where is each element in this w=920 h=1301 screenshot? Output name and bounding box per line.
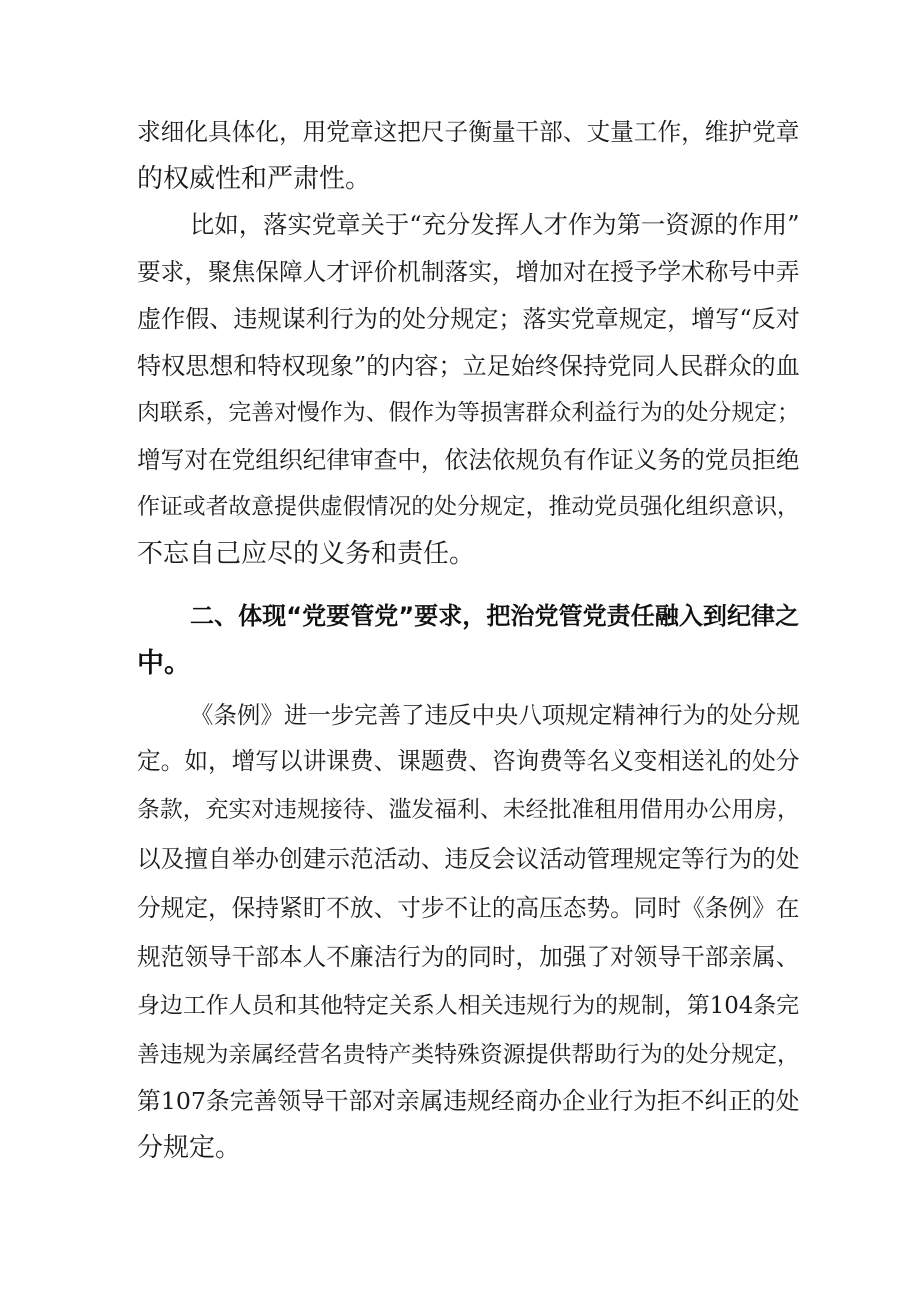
paragraph-3-line-4: 以及擅自举办创建示范活动、违反会议活动管理规定等行为的处 <box>137 845 800 873</box>
paragraph-3-line-9: 第107条完善领导干部对亲属违规经商办企业行为拒不纠正的处 <box>137 1087 800 1115</box>
paragraph-3-line-5: 分规定，保持紧盯不放、寸步不让的高压态势。同时《条例》在 <box>137 894 800 922</box>
paragraph-3-line-10: 分规定。 <box>137 1133 242 1163</box>
paragraph-1-line-1: 求细化具体化，用党章这把尺子衡量干部、丈量工作，维护党章 <box>137 118 800 146</box>
paragraph-2-line-4: 特权思想和特权现象”的内容；立足始终保持党同人民群众的血 <box>137 352 800 380</box>
paragraph-2-line-6: 增写对在党组织纪律审查中，依法依规负有作证义务的党员拒绝 <box>137 446 800 474</box>
paragraph-3-line-6: 规范领导干部本人不廉洁行为的同时，加强了对领导干部亲属、 <box>137 943 800 971</box>
paragraph-3-line-8: 善违规为亲属经营名贵特产类特殊资源提供帮助行为的处分规定， <box>137 1042 800 1068</box>
section-heading-line-1: 二、体现“党要管党”要求，把治党管党责任融入到纪律之 <box>190 602 800 630</box>
paragraph-2-line-8: 不忘自己应尽的义务和责任。 <box>137 539 476 569</box>
paragraph-3-line-2: 定。如，增写以讲课费、课题费、咨询费等名义变相送礼的处分 <box>137 747 800 775</box>
paragraph-3-line-7: 身边工作人员和其他特定关系人相关违规行为的规制，第104条完 <box>137 993 800 1019</box>
paragraph-2-line-2: 要求，聚焦保障人才评价机制落实，增加对在授予学术称号中弄 <box>137 258 800 286</box>
paragraph-3-line-3: 条款，充实对违规接待、滥发福利、未经批准租用借用办公用房， <box>137 797 800 823</box>
paragraph-1-line-2: 的权威性和严肃性。 <box>137 164 372 194</box>
paragraph-3-line-1: 《条例》进一步完善了违反中央八项规定精神行为的处分规 <box>190 701 800 729</box>
paragraph-2-line-3: 虚作假、违规谋利行为的处分规定；落实党章规定，增写“反对 <box>137 305 800 333</box>
section-heading-line-2: 中。 <box>137 648 191 679</box>
paragraph-2-line-7: 作证或者故意提供虚假情况的处分规定，推动党员强化组织意识， <box>137 494 800 520</box>
paragraph-2-line-1: 比如，落实党章关于“充分发挥人才作为第一资源的作用” <box>190 210 800 239</box>
paragraph-2-line-5: 肉联系，完善对慢作为、假作为等损害群众利益行为的处分规定； <box>137 400 800 426</box>
